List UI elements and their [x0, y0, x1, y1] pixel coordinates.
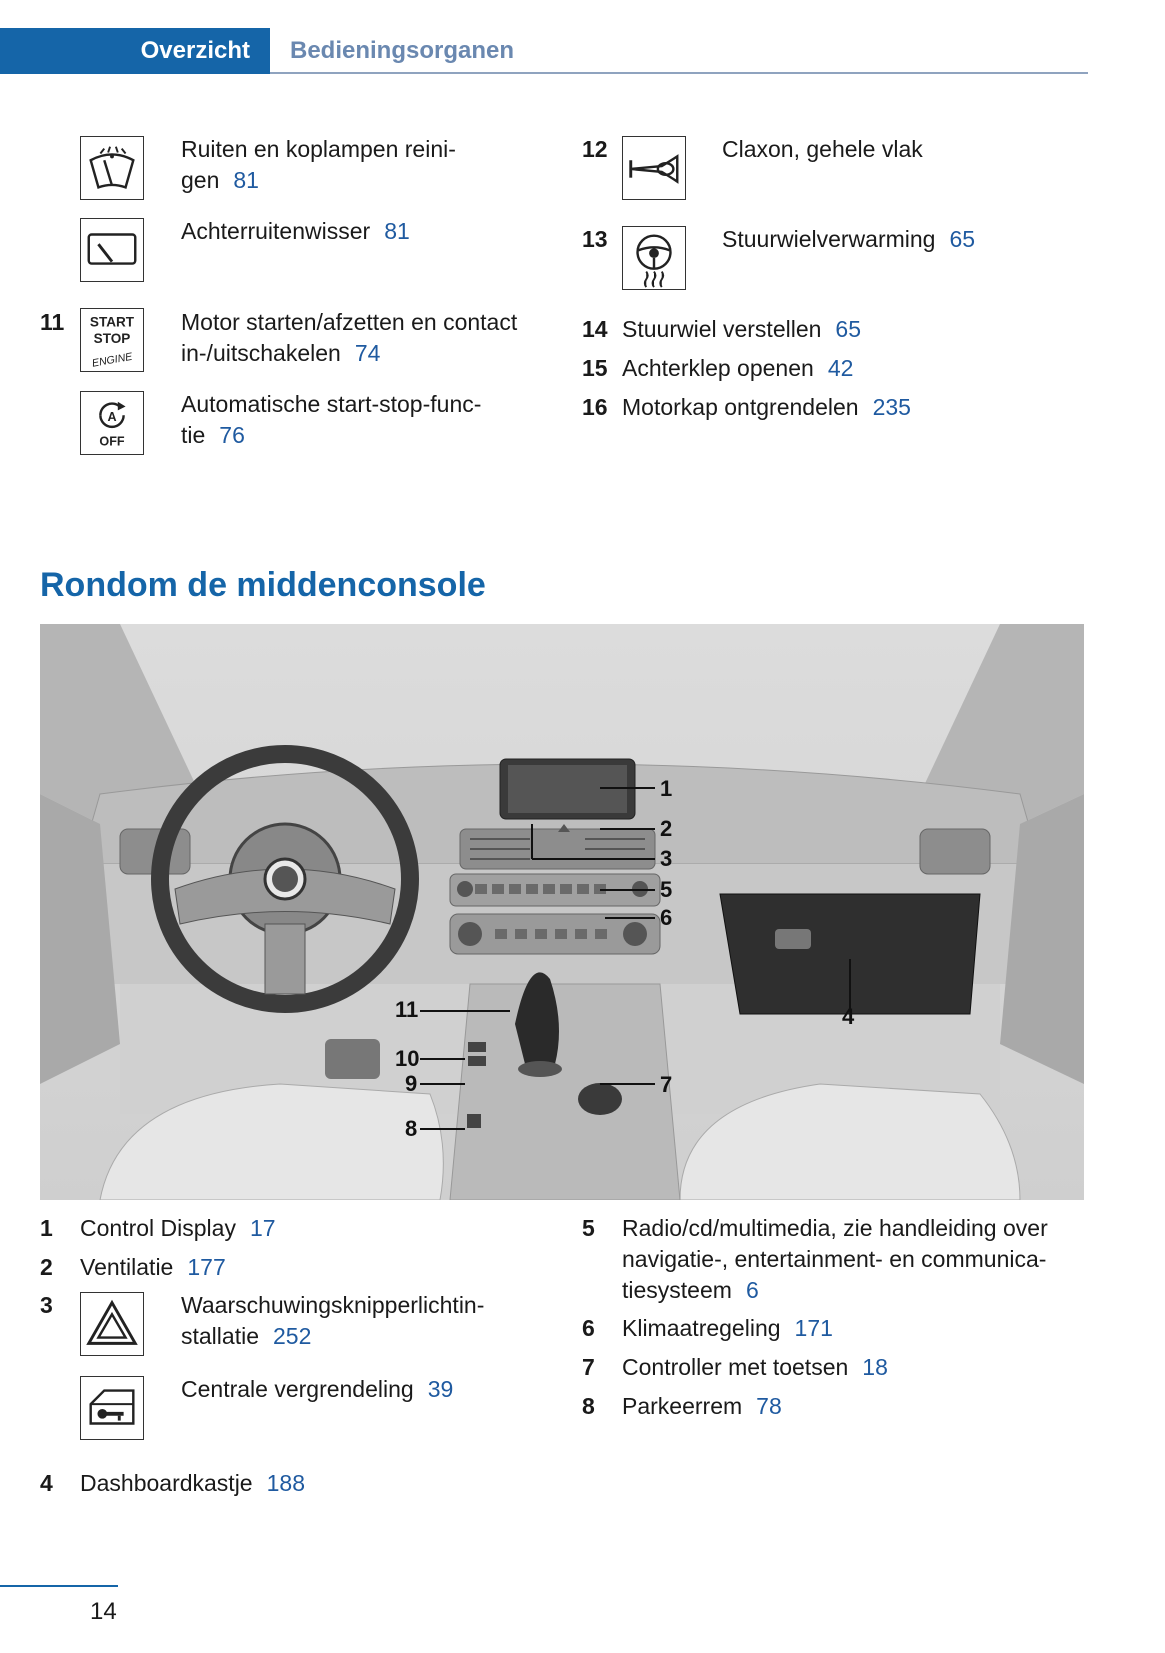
entry-number: 6 — [582, 1315, 595, 1341]
entry-number: 8 — [582, 1393, 595, 1419]
entry-text: navigatie-, entertainment- en communica- — [622, 1246, 1047, 1272]
entry-text: Ruiten en koplampen reini- — [181, 136, 456, 162]
entry-text: Dashboardkastje — [80, 1470, 253, 1496]
page-ref[interactable]: 18 — [862, 1354, 888, 1380]
header-rule — [270, 72, 1088, 74]
entry-auto-start-stop — [181, 389, 481, 451]
entry-steering-heat — [722, 224, 975, 255]
rear-wiper-icon — [80, 218, 144, 282]
callout-11: 11 — [395, 997, 419, 1022]
entry-number: 11 — [40, 309, 65, 335]
entry-text: Controller met toetsen — [622, 1354, 849, 1380]
cockpit-illustration — [40, 624, 1084, 1200]
entry-text: Claxon, gehele vlak — [722, 136, 923, 162]
svg-text:START: START — [89, 314, 135, 330]
entry-number: 1 — [40, 1215, 53, 1241]
auto-start-stop-off-icon — [80, 391, 144, 455]
entry-number: 7 — [582, 1354, 595, 1380]
entry-text: tiesysteem — [622, 1277, 732, 1303]
entry-number: 16 — [582, 394, 608, 420]
entry-parking-brake — [622, 1391, 782, 1422]
entry-text: Radio/cd/multimedia, zie handleiding over — [622, 1215, 1048, 1241]
entry-steering-adjust — [622, 314, 861, 345]
entry-hood-release — [622, 392, 911, 423]
horn-icon — [622, 136, 686, 200]
entry-text: Waarschuwingsknipperlichtin- — [181, 1292, 485, 1318]
start-stop-engine-icon — [80, 308, 144, 372]
entry-radio — [622, 1213, 1048, 1306]
entry-text: Control Display — [80, 1215, 236, 1241]
header-section: Bedieningsorganen — [290, 37, 515, 64]
entry-wiper-washer — [181, 134, 456, 196]
header-tab — [0, 28, 270, 74]
page-ref[interactable]: 81 — [384, 218, 410, 244]
page-ref[interactable]: 6 — [745, 1277, 759, 1303]
page-ref[interactable]: 17 — [249, 1215, 276, 1241]
entry-horn — [722, 134, 923, 165]
page-ref[interactable]: 177 — [187, 1254, 226, 1280]
callout-3: 3 — [660, 846, 673, 871]
callout-1: 1 — [660, 776, 673, 801]
page-ref[interactable]: 171 — [794, 1315, 833, 1341]
svg-text:OFF: OFF — [99, 434, 125, 449]
entry-text: Motorkap ontgrendelen — [622, 394, 859, 420]
entry-text: Centrale vergrendeling — [181, 1376, 414, 1402]
entry-rear-wiper — [181, 216, 410, 247]
callout-9: 9 — [405, 1071, 418, 1096]
entry-text: Motor starten/afzetten en contact — [181, 309, 518, 335]
entry-number: 15 — [582, 355, 608, 381]
entry-ventilation — [80, 1252, 226, 1283]
entry-number: 3 — [40, 1292, 53, 1318]
callout-4: 4 — [842, 1004, 855, 1029]
page-ref[interactable]: 74 — [354, 340, 381, 366]
footer-rule — [0, 1585, 118, 1587]
entry-text: Achterklep openen — [622, 355, 814, 381]
page-ref[interactable]: 78 — [756, 1393, 782, 1419]
entry-text: Stuurwiel verstellen — [622, 316, 822, 342]
entry-text: Achterruitenwisser — [181, 218, 371, 244]
page-ref[interactable]: 42 — [827, 355, 854, 381]
entry-number: 13 — [582, 226, 608, 252]
page-ref[interactable]: 65 — [835, 316, 862, 342]
svg-text:A: A — [107, 410, 117, 425]
entry-text: gen — [181, 167, 220, 193]
entry-text: tie — [181, 422, 206, 448]
entry-central-lock — [181, 1374, 453, 1405]
entry-controller — [622, 1352, 888, 1383]
entry-number: 12 — [582, 136, 608, 162]
entry-text: Ventilatie — [80, 1254, 174, 1280]
entry-climate — [622, 1313, 833, 1344]
callout-8: 8 — [405, 1116, 418, 1141]
page-ref[interactable]: 81 — [233, 167, 259, 193]
entry-number: 4 — [40, 1470, 53, 1496]
page-ref[interactable]: 235 — [872, 394, 911, 420]
entry-text: Automatische start-stop-func- — [181, 391, 482, 417]
entry-text: Parkeerrem — [622, 1393, 743, 1419]
section-title: Rondom de middenconsole — [40, 566, 486, 604]
page-number: 14 — [90, 1598, 117, 1625]
page-ref[interactable]: 76 — [219, 422, 245, 448]
entry-control-display — [80, 1213, 276, 1244]
central-locking-icon — [80, 1376, 144, 1440]
entry-text: Klimaatregeling — [622, 1315, 781, 1341]
entry-text: in-/uitschakelen — [181, 340, 341, 366]
cockpit-drawing — [40, 624, 1084, 1200]
header-tab-label: Overzicht — [140, 37, 250, 64]
callout-10: 10 — [395, 1046, 420, 1071]
callout-2: 2 — [660, 816, 673, 841]
page-ref[interactable]: 188 — [266, 1470, 305, 1496]
entry-text: Stuurwielverwarming — [722, 226, 936, 252]
page-ref[interactable]: 39 — [427, 1376, 454, 1402]
entry-tailgate — [622, 353, 853, 384]
entry-number: 5 — [582, 1215, 595, 1241]
callout-5: 5 — [660, 877, 673, 902]
callout-6: 6 — [660, 905, 673, 930]
svg-text:ENGINE: ENGINE — [91, 350, 134, 370]
entry-glovebox — [80, 1468, 305, 1499]
callout-7: 7 — [660, 1072, 673, 1097]
entry-number: 14 — [582, 316, 608, 342]
page-ref[interactable]: 65 — [949, 226, 976, 252]
svg-text:STOP: STOP — [93, 330, 131, 346]
wiper-washer-icon — [80, 136, 144, 200]
entry-start-stop — [181, 307, 517, 369]
page-ref[interactable]: 252 — [272, 1323, 312, 1349]
entry-text: stallatie — [181, 1323, 259, 1349]
hazard-warning-icon — [80, 1292, 144, 1356]
entry-number: 2 — [40, 1254, 53, 1280]
steering-wheel-heating-icon — [622, 226, 686, 290]
entry-hazard — [181, 1290, 484, 1352]
